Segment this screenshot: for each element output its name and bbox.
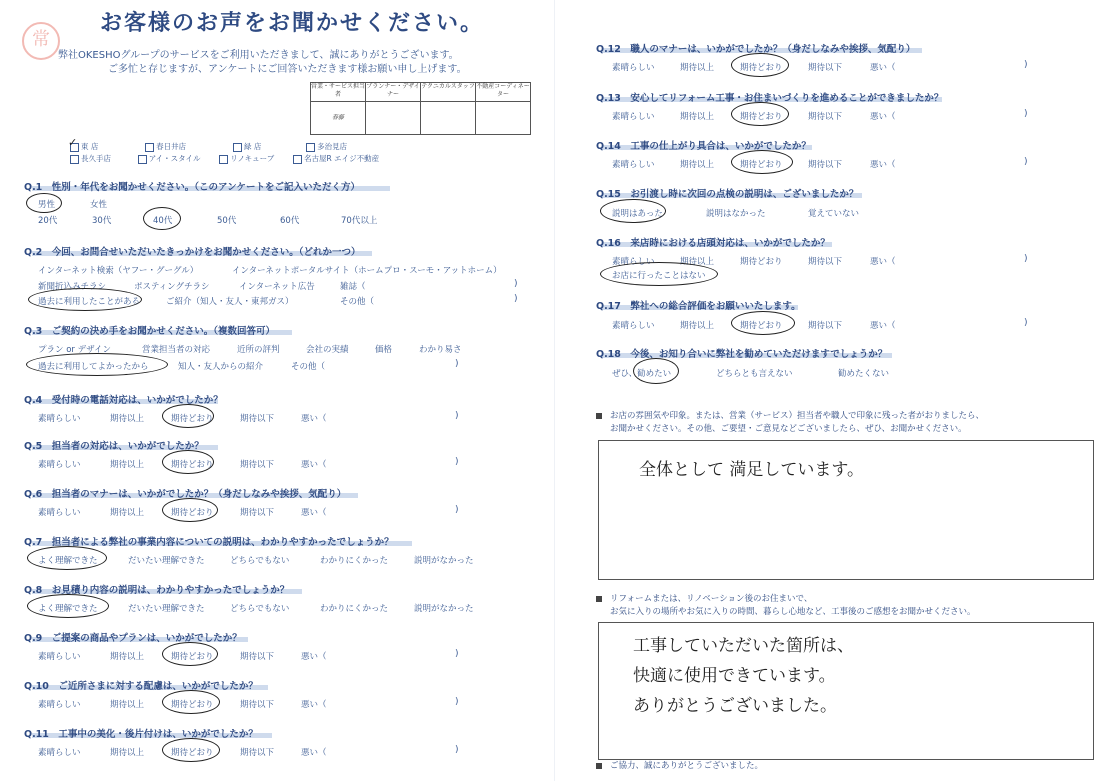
staff-table [310, 82, 531, 135]
q9-question: Q.9 ご提案の商品やプランは、いかがでしたか？ [24, 633, 242, 644]
q3-opt-friend-referral[interactable]: 知人・友人からの紹介 [178, 362, 264, 372]
q11-opt-below[interactable]: 期待以下 [240, 748, 275, 758]
q1-age-40[interactable]: 40代 [153, 216, 173, 226]
q3-past-good-circle [26, 353, 168, 376]
store-label-istyle: アイ・スタイル [148, 154, 201, 163]
q3-question: Q.3 ご契約の決め手をお聞かせください。（複数回答可） [24, 326, 276, 337]
q11-close: ) [455, 745, 459, 755]
q12-opt-poor[interactable]: 悪い（ [870, 63, 896, 73]
q1-age-50[interactable]: 50代 [217, 216, 237, 226]
store-label-nagoya-r: 名古屋R エイジ不動産 [304, 154, 380, 163]
q4-opt-above[interactable]: 期待以上 [110, 414, 145, 424]
q10-close: ) [455, 697, 459, 707]
q2-other-close: ) [514, 294, 518, 304]
q3-opt-other[interactable]: その他（ [291, 362, 326, 372]
store-label-midori: 緑 店 [243, 142, 262, 151]
section1-prompt [596, 410, 984, 436]
q16-question: Q.16 来店時における店頭対応は、いかがでしたか？ [596, 238, 830, 249]
q17-question: Q.17 弊社への総合評価をお願いいたします。 [596, 301, 801, 312]
store-row-1 [68, 136, 348, 152]
q8-question: Q.8 お見積り内容の説明は、わかりやすかったでしょうか？ [24, 585, 290, 596]
section2-line-1: リフォームまたは、リノベーション後のお住まいで、 [610, 594, 813, 604]
q3-opt-past-good[interactable]: 過去に利用してよかったから [38, 362, 149, 372]
q1-age-60[interactable]: 60代 [280, 216, 300, 226]
q17-opt-below[interactable]: 期待以下 [808, 321, 843, 331]
staff-header-planner: プランナー・デザイナー [366, 83, 421, 102]
staff-header-technical: テクニカルスタッフ [421, 83, 476, 102]
q15-question: Q.15 お引渡し時に次回の点検の説明は、ございましたか？ [596, 189, 859, 200]
q16-opt-below[interactable]: 期待以下 [808, 257, 843, 267]
q11-opt-poor[interactable]: 悪い（ [301, 748, 327, 758]
q2-opt-magazine[interactable]: 雑誌（ [340, 282, 366, 292]
q16-opt-as-expected[interactable]: 期待どおり [740, 257, 783, 267]
q9-opt-excellent[interactable]: 素晴らしい [38, 652, 81, 662]
q14-opt-below[interactable]: 期待以下 [808, 160, 843, 170]
q16-opt-above[interactable]: 期待以上 [680, 257, 715, 267]
square-bullet-icon [596, 596, 602, 602]
q4-opt-below[interactable]: 期待以下 [240, 414, 275, 424]
square-bullet-icon [596, 763, 602, 769]
store-checkbox-renocube[interactable] [219, 155, 228, 164]
q17-close: ) [1024, 318, 1028, 328]
q1-gender-male[interactable]: 男性 [38, 200, 56, 210]
q14-opt-as-expected[interactable]: 期待どおり [740, 160, 783, 170]
q2-opt-past-use[interactable]: 過去に利用したことがある [38, 297, 141, 307]
q2-opt-web-ad[interactable]: インターネット広告 [239, 282, 315, 292]
store-checkbox-midori[interactable] [233, 143, 242, 152]
q3-opt-reputation[interactable]: 近所の評判 [237, 345, 280, 355]
q3-opt-plan[interactable]: プラン or デザイン [38, 345, 112, 355]
q10-question: Q.10 ご近所さまに対する配慮は、いかがでしたか？ [24, 681, 258, 692]
q14-question: Q.14 工事の仕上がり具合は、いかがでしたか？ [596, 141, 811, 152]
q2-past-use-circle [28, 288, 142, 311]
q1-age-20[interactable]: 20代 [38, 216, 58, 226]
q16-close: ) [1024, 254, 1028, 264]
q14-circle [731, 150, 793, 174]
q2-opt-portal[interactable]: インターネットポータルサイト（ホームプロ・スーモ・アットホーム） [232, 266, 502, 276]
store-stamp: 常 [22, 22, 60, 60]
q6-opt-below[interactable]: 期待以下 [240, 508, 275, 518]
q2-opt-posting[interactable]: ポスティングチラシ [134, 282, 210, 292]
q2-magazine-close: ) [514, 279, 518, 289]
q9-opt-above[interactable]: 期待以上 [110, 652, 145, 662]
q17-circle [731, 311, 795, 335]
q3-opt-track-record[interactable]: 会社の実績 [306, 345, 349, 355]
q14-opt-poor[interactable]: 悪い（ [870, 160, 896, 170]
section1-line-1: お店の雰囲気や印象。または、営業（サービス）担当者や職人で印象に残った者がおりましたら、 [610, 411, 985, 421]
q4-question: Q.4 受付時の電話対応は、いかがでしたか？ [24, 395, 223, 406]
q10-opt-below[interactable]: 期待以下 [240, 700, 275, 710]
q5-question: Q.5 担当者の対応は、いかがでしたか？ [24, 441, 204, 452]
page-title: お客様のお声をお聞かせください。 [100, 11, 485, 36]
q17-opt-poor[interactable]: 悪い（ [870, 321, 896, 331]
q18-circle [633, 358, 679, 384]
q4-opt-poor[interactable]: 悪い（ [301, 414, 327, 424]
store-label-kasugai: 春日井店 [156, 142, 187, 151]
q12-close: ) [1024, 60, 1028, 70]
store-label-nagakute: 長久手店 [81, 154, 111, 163]
q1-age-circle [143, 207, 181, 230]
store-checkbox-nagakute[interactable] [70, 155, 79, 164]
q2-question: Q.2 今回、お問合せいただいたきっかけをお聞かせください。（どれか一つ） [24, 247, 361, 258]
q18-question: Q.18 今後、お知り合いに弊社を勧めていただけますでしょうか？ [596, 349, 888, 360]
q7-opt-well[interactable]: よく理解できた [38, 556, 98, 566]
q9-close: ) [455, 649, 459, 659]
store-row-2 [70, 153, 379, 164]
q3-opt-sales[interactable]: 営業担当者の対応 [142, 345, 211, 355]
q8-opt-unclear[interactable]: わかりにくかった [320, 604, 389, 614]
q13-opt-poor[interactable]: 悪い（ [870, 112, 896, 122]
q17-opt-as-expected[interactable]: 期待どおり [740, 321, 783, 331]
q13-opt-excellent[interactable]: 素晴らしい [612, 112, 655, 122]
q11-opt-above[interactable]: 期待以上 [110, 748, 145, 758]
q11-circle [162, 738, 220, 762]
staff-planner-cell [366, 102, 421, 135]
q4-opt-excellent[interactable]: 素晴らしい [38, 414, 81, 424]
q9-opt-below[interactable]: 期待以下 [240, 652, 275, 662]
q13-opt-below[interactable]: 期待以下 [808, 112, 843, 122]
q12-opt-as-expected[interactable]: 期待どおり [740, 63, 783, 73]
q8-opt-neutral[interactable]: どちらでもない [230, 604, 290, 614]
q10-circle [162, 690, 220, 714]
q7-opt-mostly[interactable]: だいたい理解できた [128, 556, 205, 566]
store-checkbox-tajimi[interactable] [306, 143, 315, 152]
q6-opt-excellent[interactable]: 素晴らしい [38, 508, 81, 518]
q16-opt-poor[interactable]: 悪い（ [870, 257, 896, 267]
q6-circle [162, 498, 218, 522]
store-label-tajimi: 多治見店 [317, 142, 348, 151]
staff-sales-name: 春藤 [311, 102, 366, 135]
q16-opt-excellent[interactable]: 素晴らしい [612, 257, 655, 267]
store-label-renocube: リノキューブ [230, 154, 275, 163]
q14-opt-excellent[interactable]: 素晴らしい [612, 160, 655, 170]
q12-opt-above[interactable]: 期待以上 [680, 63, 715, 73]
q6-opt-as-expected[interactable]: 期待どおり [171, 508, 214, 518]
q11-question: Q.11 工事中の美化・後片付けは、いかがでしたか？ [24, 729, 258, 740]
q16-opt-never-visited[interactable]: お店に行ったことはない [612, 271, 706, 281]
q4-close: ) [455, 411, 459, 421]
q17-opt-excellent[interactable]: 素晴らしい [612, 321, 655, 331]
q4-opt-as-expected[interactable]: 期待どおり [171, 414, 214, 424]
q6-question: Q.6 担当者のマナーは、いかがでしたか？（身だしなみや挨拶、気配り） [24, 489, 347, 500]
q5-circle [162, 450, 214, 474]
thanks-text: ご協力、誠にありがとうございました。 [610, 761, 764, 771]
thanks-note [596, 760, 763, 773]
q1-question: Q.1 性別・年代をお聞かせください。（このアンケートをご記入いただく方） [24, 182, 360, 193]
q12-circle [731, 53, 789, 77]
q4-circle [162, 404, 214, 428]
q13-opt-above[interactable]: 期待以上 [680, 112, 715, 122]
q8-circle [27, 594, 109, 618]
checkmark-icon: ✓ [68, 136, 78, 149]
q1-gender-female[interactable]: 女性 [90, 200, 108, 210]
section1-answer-text: 全体として 満足しています。 [639, 460, 865, 480]
section2-answer-line-1: 工事していただいた箇所は、 [633, 636, 854, 656]
q5-opt-excellent[interactable]: 素晴らしい [38, 460, 81, 470]
q1-gender-circle [26, 193, 62, 213]
q15-opt-dont-remember[interactable]: 覚えていない [808, 209, 860, 219]
q8-opt-mostly[interactable]: だいたい理解できた [128, 604, 205, 614]
q17-opt-above[interactable]: 期待以上 [680, 321, 715, 331]
q14-close: ) [1024, 157, 1028, 167]
q12-opt-below[interactable]: 期待以下 [808, 63, 843, 73]
section2-prompt [596, 593, 976, 619]
q10-opt-excellent[interactable]: 素晴らしい [38, 700, 81, 710]
q2-opt-referral[interactable]: ご紹介（知人・友人・東邦ガス） [166, 297, 294, 307]
intro-line-1: 弊社OKESHOグループのサービスをご利用いただきまして、誠にありがとうございます。 [58, 50, 459, 61]
q7-question: Q.7 担当者による弊社の事業内容についての説明は、わかりやすかったでしょうか？ [24, 537, 394, 548]
q18-opt-definitely[interactable]: ぜひ、勧めたい [612, 369, 672, 379]
q7-circle [27, 546, 107, 570]
q13-opt-as-expected[interactable]: 期待どおり [740, 112, 783, 122]
q7-opt-none[interactable]: 説明がなかった [414, 556, 474, 566]
staff-realestate-cell [476, 102, 531, 135]
q12-question: Q.12 職人のマナーは、いかがでしたか？（身だしなみや挨拶、気配り） [596, 44, 916, 55]
center-divider [554, 0, 555, 781]
q14-opt-above[interactable]: 期待以上 [680, 160, 715, 170]
q9-opt-as-expected[interactable]: 期待どおり [171, 652, 214, 662]
q15-circle [600, 199, 666, 223]
q18-opt-no[interactable]: 勧めたくない [838, 369, 890, 379]
store-checkbox-istyle[interactable] [138, 155, 147, 164]
store-label-higashi: 東 店 [81, 142, 99, 151]
q5-opt-as-expected[interactable]: 期待どおり [171, 460, 214, 470]
store-checkbox-kasugai[interactable] [145, 143, 154, 152]
q13-circle [731, 102, 789, 126]
q2-opt-search[interactable]: インターネット検索（ヤフー・グーグル） [38, 266, 199, 276]
section1-answer-box[interactable] [598, 440, 1094, 580]
q10-opt-as-expected[interactable]: 期待どおり [171, 700, 214, 710]
store-checkbox-nagoya-r[interactable] [293, 155, 302, 164]
q13-close: ) [1024, 109, 1028, 119]
q8-opt-none[interactable]: 説明がなかった [414, 604, 474, 614]
q3-other-close: ) [455, 359, 459, 369]
q11-opt-excellent[interactable]: 素晴らしい [38, 748, 81, 758]
q13-question: Q.13 安心してリフォーム工事・お住まいづくりを進めることができましたか？ [596, 93, 944, 104]
q2-opt-other[interactable]: その他（ [340, 297, 375, 307]
section1-line-2: お聞かせください。その他、ご要望・ご意見などございましたら、ぜひ、お聞かせください。 [610, 424, 967, 434]
q2-opt-newspaper[interactable]: 新聞折込みチラシ [38, 282, 107, 292]
q6-close: ) [455, 505, 459, 515]
q5-opt-above[interactable]: 期待以上 [110, 460, 145, 470]
q3-opt-clarity[interactable]: わかり易さ [419, 345, 462, 355]
q5-close: ) [455, 457, 459, 467]
section2-answer-line-3: ありがとうございました。 [633, 696, 837, 716]
q1-age-70[interactable]: 70代以上 [341, 216, 378, 226]
q16-circle [600, 262, 718, 286]
q6-opt-above[interactable]: 期待以上 [110, 508, 145, 518]
q18-opt-neither[interactable]: どちらとも言えない [716, 369, 793, 379]
q12-opt-excellent[interactable]: 素晴らしい [612, 63, 655, 73]
q6-opt-poor[interactable]: 悪い（ [301, 508, 327, 518]
q3-opt-price[interactable]: 価格 [375, 345, 393, 355]
q7-opt-unclear[interactable]: わかりにくかった [320, 556, 389, 566]
intro-line-2: ご多忙と存じますが、アンケートにご回答いただきます様お願い申し上げます。 [108, 64, 467, 75]
staff-header-sales: 営業・サービス担当者 [311, 83, 366, 102]
section2-answer-box[interactable] [598, 622, 1094, 760]
staff-header-realestate: 不動産コーディネーター [476, 83, 531, 102]
section2-answer-line-2: 快適に使用できています。 [633, 666, 836, 686]
q5-opt-below[interactable]: 期待以下 [240, 460, 275, 470]
q15-opt-no[interactable]: 説明はなかった [706, 209, 766, 219]
q1-age-30[interactable]: 30代 [92, 216, 112, 226]
q8-opt-well[interactable]: よく理解できた [38, 604, 98, 614]
q9-opt-poor[interactable]: 悪い（ [301, 652, 327, 662]
q15-opt-yes[interactable]: 説明はあった [612, 209, 663, 219]
q5-opt-poor[interactable]: 悪い（ [301, 460, 327, 470]
q10-opt-poor[interactable]: 悪い（ [301, 700, 327, 710]
q9-circle [162, 642, 218, 666]
staff-technical-cell [421, 102, 476, 135]
section2-line-2: お気に入りの場所やお気に入りの時間、暮らし心地など、工事後のご感想をお聞かせください。 [610, 607, 976, 617]
q11-opt-as-expected[interactable]: 期待どおり [171, 748, 214, 758]
q10-opt-above[interactable]: 期待以上 [110, 700, 145, 710]
q7-opt-neutral[interactable]: どちらでもない [230, 556, 290, 566]
square-bullet-icon [596, 413, 602, 419]
